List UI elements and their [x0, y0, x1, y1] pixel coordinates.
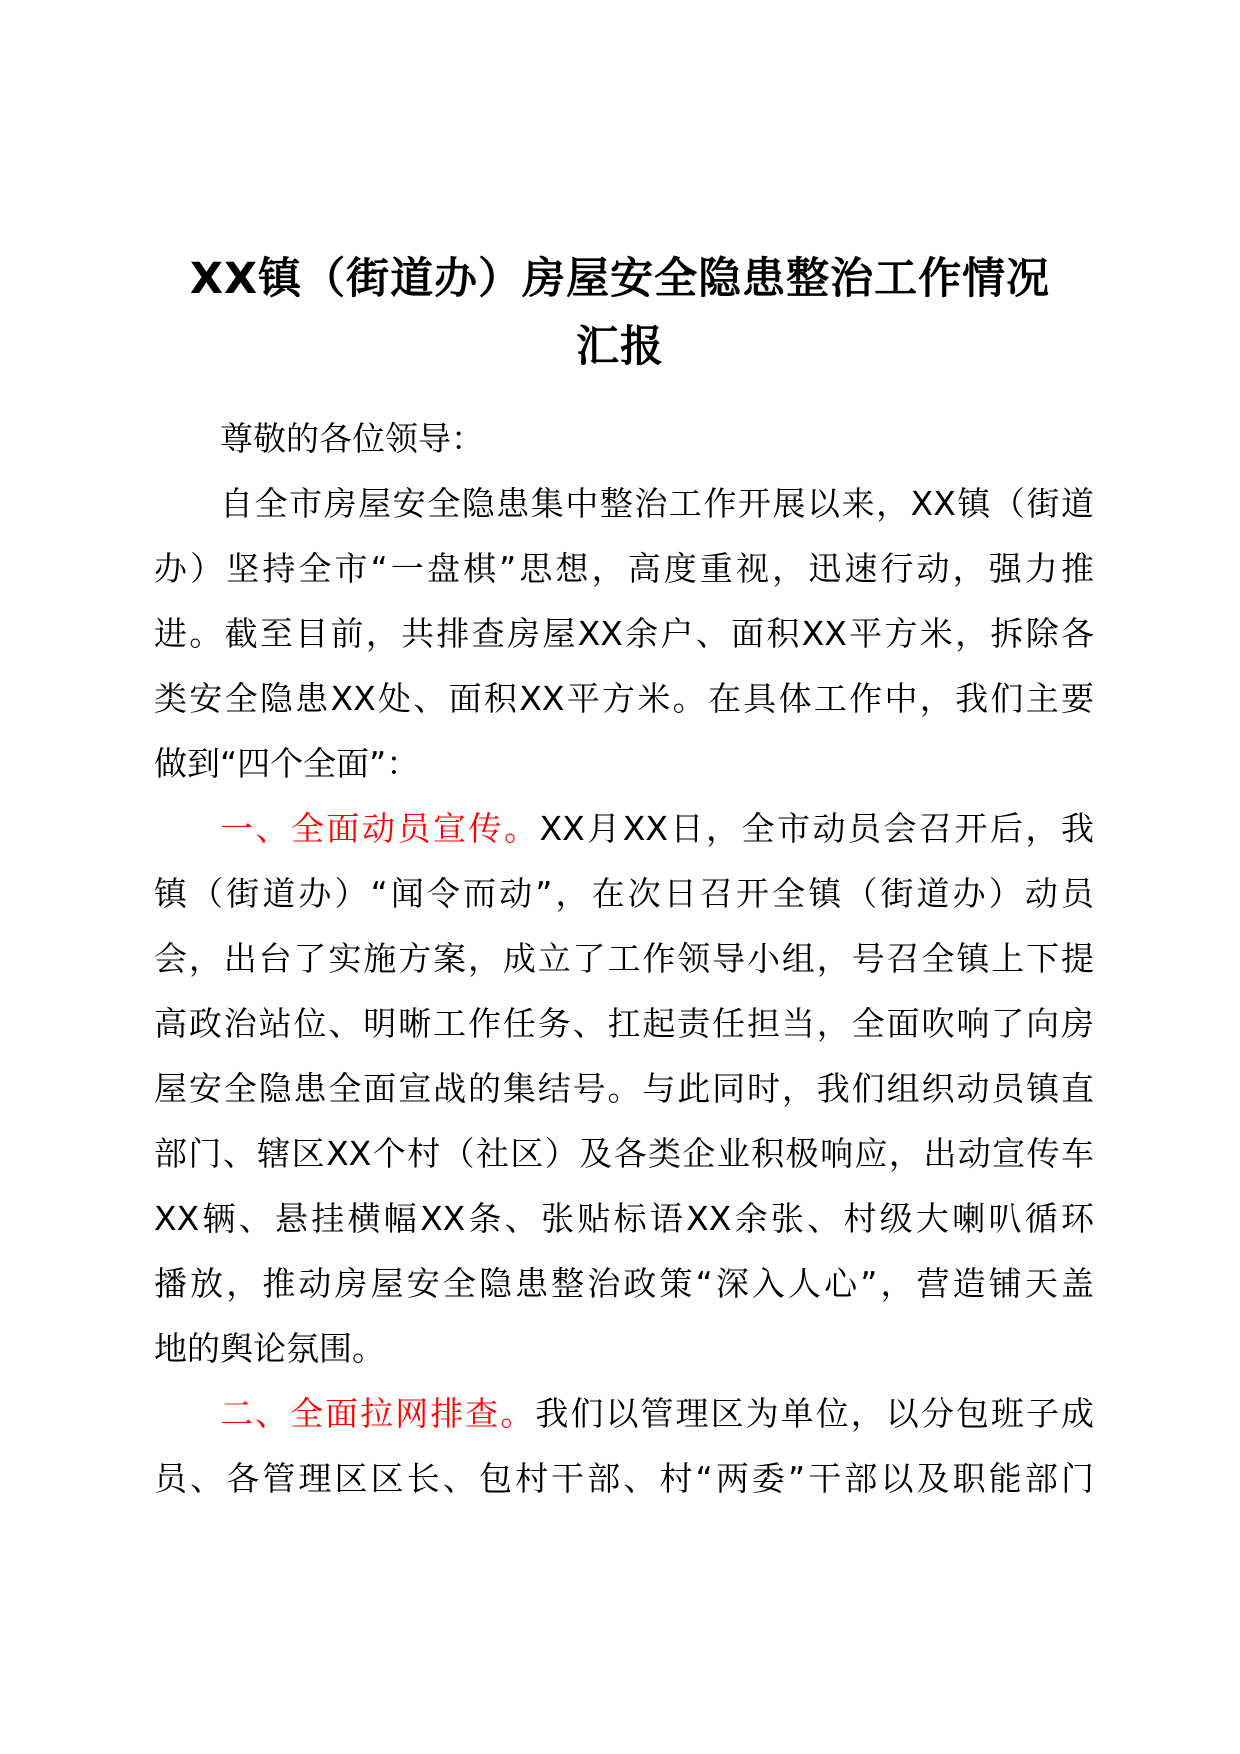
section-1-line: 播放，推动房屋安全隐患整治政策“深入人心”，营造铺天盖: [154, 1264, 1094, 1303]
section-1-first-line: [154, 796, 1094, 861]
intro-line: 类安全隐患XX处、面积XX平方米。在具体工作中，我们主要: [154, 679, 1094, 718]
section-2-paragraph: [154, 1381, 1094, 1511]
section-2-heading: 二、全面拉网排查。: [220, 1394, 536, 1433]
section-1-line: 高政治站位、明晰工作任务、扛起责任担当，全面吹响了向房: [154, 1004, 1094, 1043]
title-line-2: 汇报: [576, 322, 664, 372]
section-1-line: 地的舆论氛围。: [154, 1329, 385, 1368]
title-line-1: XX镇（街道办）房屋安全隐患整治工作情况: [189, 254, 1051, 304]
section-2-first-line: [154, 1381, 1094, 1446]
intro-line: 进。截至目前，共排查房屋XX余户、面积XX平方米，拆除各: [154, 614, 1094, 653]
intro-line: 自全市房屋安全隐患集中整治工作开展以来，XX镇（街道: [220, 484, 1094, 523]
section-1-line: 部门、辖区XX个村（社区）及各类企业积极响应，出动宣传车: [154, 1134, 1094, 1173]
section-2-text: 我们以管理区为单位，以分包班子成: [535, 1394, 1095, 1433]
intro-line: 办）坚持全市“一盘棋”思想，高度重视，迅速行动，强力推: [154, 549, 1094, 588]
salutation-paragraph: [154, 406, 1094, 471]
salutation: 尊敬的各位领导：: [220, 419, 484, 458]
intro-line: 做到“四个全面”：: [154, 744, 420, 783]
section-1-line: 会，出台了实施方案，成立了工作领导小组，号召全镇上下提: [154, 939, 1094, 978]
intro-paragraph: [154, 471, 1094, 796]
section-1-line: 镇（街道办）“闻令而动”，在次日召开全镇（街道办）动员: [154, 874, 1094, 913]
document-body: [154, 406, 1094, 1511]
section-1-heading: 一、全面动员宣传。: [220, 809, 540, 848]
document-title: [150, 245, 1090, 381]
section-1-text: XX月XX日，全市动员会召开后，我: [539, 809, 1094, 848]
section-2-line: 员、各管理区区长、包村干部、村“两委”干部以及职能部门: [154, 1459, 1094, 1498]
section-1-line: 屋安全隐患全面宣战的集结号。与此同时，我们组织动员镇直: [154, 1069, 1094, 1108]
section-1-paragraph: [154, 796, 1094, 1381]
section-1-line: XX辆、悬挂横幅XX条、张贴标语XX余张、村级大喇叭循环: [154, 1199, 1094, 1238]
